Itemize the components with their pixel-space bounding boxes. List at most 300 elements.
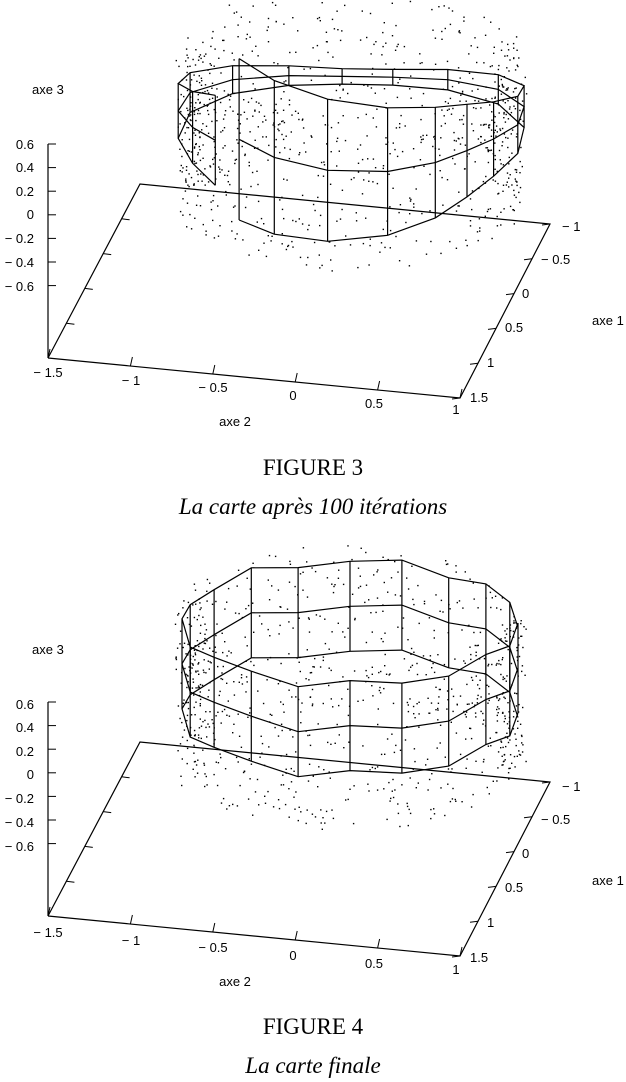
data-point (323, 161, 324, 162)
data-point (195, 702, 196, 703)
data-point (323, 656, 324, 657)
data-point (427, 698, 428, 699)
data-point (376, 109, 377, 110)
data-point (371, 87, 372, 88)
data-point (390, 798, 391, 799)
data-point (199, 113, 200, 114)
data-point (186, 226, 187, 227)
data-point (382, 557, 383, 558)
data-point (263, 243, 264, 244)
data-point (516, 36, 517, 37)
data-point (447, 563, 448, 564)
data-point (506, 114, 507, 115)
data-point (503, 676, 504, 677)
data-point (471, 677, 472, 678)
axis1-tick-mark (452, 398, 460, 399)
data-point (194, 617, 195, 618)
data-point (502, 191, 503, 192)
data-point (237, 805, 238, 806)
data-point (197, 687, 198, 688)
data-point (272, 2, 273, 3)
data-point (202, 158, 203, 159)
data-point (503, 164, 504, 165)
data-point (507, 723, 508, 724)
data-point (362, 159, 363, 160)
data-point (366, 642, 367, 643)
plane-tick-mark (66, 323, 74, 324)
data-point (465, 240, 466, 241)
data-point (463, 124, 464, 125)
data-point (460, 143, 461, 144)
data-point (197, 640, 198, 641)
data-point (331, 151, 332, 152)
data-point (239, 785, 240, 786)
axis1-tick-mark (488, 328, 496, 329)
data-point (408, 825, 409, 826)
data-point (465, 145, 466, 146)
data-point (198, 615, 199, 616)
axis1-title: axe 1 (592, 873, 624, 888)
data-point (515, 197, 516, 198)
data-point (482, 723, 483, 724)
data-point (397, 571, 398, 572)
data-point (239, 736, 240, 737)
data-point (488, 151, 489, 152)
data-point (399, 260, 400, 261)
data-point (427, 759, 428, 760)
data-point (246, 196, 247, 197)
data-point (447, 690, 448, 691)
data-point (199, 75, 200, 76)
data-point (194, 659, 195, 660)
data-point (187, 37, 188, 38)
data-point (307, 649, 308, 650)
axis2-tick: 0.5 (364, 956, 384, 971)
data-point (327, 52, 328, 53)
data-point (441, 39, 442, 40)
data-point (282, 209, 283, 210)
data-point (299, 807, 300, 808)
data-point (497, 767, 498, 768)
data-point (323, 769, 324, 770)
data-point (295, 696, 296, 697)
data-point (194, 650, 195, 651)
data-point (196, 170, 197, 171)
data-point (329, 668, 330, 669)
data-point (176, 60, 177, 61)
data-point (204, 720, 205, 721)
data-point (194, 746, 195, 747)
data-point (402, 151, 403, 152)
data-point (271, 236, 272, 237)
data-point (463, 20, 464, 21)
data-point (198, 60, 199, 61)
data-point (177, 750, 178, 751)
data-point (416, 663, 417, 664)
data-point (429, 210, 430, 211)
data-point (200, 160, 201, 161)
data-point (291, 781, 292, 782)
plane-tick-mark (85, 288, 93, 289)
data-point (182, 167, 183, 168)
data-point (200, 684, 201, 685)
data-point (496, 607, 497, 608)
data-point (386, 819, 387, 820)
data-point (418, 713, 419, 714)
data-point (237, 114, 238, 115)
data-point (242, 239, 243, 240)
axis2-tick: − 1 (121, 373, 141, 388)
data-point (410, 75, 411, 76)
data-point (418, 727, 419, 728)
data-point (426, 674, 427, 675)
data-point (520, 724, 521, 725)
data-point (497, 225, 498, 226)
figure-caption: La carte finale (245, 1053, 381, 1078)
data-point (188, 186, 189, 187)
data-point (351, 559, 352, 560)
data-point (504, 721, 505, 722)
data-point (287, 609, 288, 610)
data-point (295, 791, 296, 792)
data-point (405, 222, 406, 223)
data-point (372, 674, 373, 675)
data-point (522, 744, 523, 745)
axis3-tick: − 0.6 (4, 839, 34, 854)
data-point (358, 171, 359, 172)
data-point (309, 631, 310, 632)
data-point (521, 742, 522, 743)
data-point (211, 121, 212, 122)
data-point (475, 645, 476, 646)
data-point (422, 135, 423, 136)
data-point (221, 802, 222, 803)
axis1-title: axe 1 (592, 313, 624, 328)
data-point (487, 665, 488, 666)
data-point (203, 672, 204, 673)
data-point (283, 91, 284, 92)
data-point (430, 241, 431, 242)
data-point (268, 235, 269, 236)
data-point (498, 65, 499, 66)
data-point (245, 608, 246, 609)
data-point (500, 212, 501, 213)
data-point (440, 742, 441, 743)
data-point (356, 212, 357, 213)
data-point (249, 778, 250, 779)
data-point (197, 773, 198, 774)
data-point (213, 195, 214, 196)
axis2-tick: − 1.5 (33, 925, 63, 940)
data-point (420, 136, 421, 137)
data-point (336, 165, 337, 166)
data-point (331, 584, 332, 585)
data-point (447, 61, 448, 62)
data-point (194, 776, 195, 777)
figure-caption: La carte après 100 itérations (178, 494, 448, 519)
data-point (300, 573, 301, 574)
data-point (308, 617, 309, 618)
axis2-tick: − 0.5 (198, 940, 228, 955)
data-point (508, 49, 509, 50)
data-point (432, 663, 433, 664)
data-point (451, 114, 452, 115)
data-point (413, 652, 414, 653)
data-point (371, 685, 372, 686)
data-point (192, 604, 193, 605)
data-point (238, 613, 239, 614)
data-point (347, 689, 348, 690)
data-point (433, 808, 434, 809)
data-point (323, 660, 324, 661)
data-point (295, 751, 296, 752)
data-point (338, 578, 339, 579)
data-point (303, 547, 304, 548)
data-point (282, 120, 283, 121)
data-point (268, 41, 269, 42)
data-point (384, 633, 385, 634)
data-point (347, 93, 348, 94)
data-point (500, 159, 501, 160)
data-point (506, 681, 507, 682)
data-point (177, 648, 178, 649)
data-point (395, 50, 396, 51)
data-point (386, 103, 387, 104)
data-point (210, 46, 211, 47)
data-point (247, 34, 248, 35)
data-point (366, 114, 367, 115)
data-point (386, 674, 387, 675)
data-point (251, 98, 252, 99)
plane-tick-mark (103, 812, 111, 813)
data-point (491, 150, 492, 151)
data-point (375, 612, 376, 613)
data-point (435, 594, 436, 595)
data-point (187, 90, 188, 91)
data-point (209, 73, 210, 74)
data-point (405, 739, 406, 740)
data-point (522, 707, 523, 708)
axis2-tick-mark (130, 357, 132, 366)
data-point (427, 789, 428, 790)
data-point (516, 136, 517, 137)
data-point (485, 176, 486, 177)
data-point (246, 676, 247, 677)
data-point (483, 759, 484, 760)
data-point (337, 724, 338, 725)
data-point (372, 767, 373, 768)
data-point (500, 638, 501, 639)
data-point (491, 111, 492, 112)
data-point (178, 613, 179, 614)
data-point (381, 638, 382, 639)
data-point (377, 597, 378, 598)
data-point (505, 137, 506, 138)
data-point (498, 700, 499, 701)
data-point (200, 205, 201, 206)
data-point (204, 168, 205, 169)
data-point (200, 102, 201, 103)
data-point (488, 127, 489, 128)
data-point (502, 128, 503, 129)
data-point (487, 147, 488, 148)
data-point (363, 243, 364, 244)
data-point (199, 132, 200, 133)
data-point (309, 735, 310, 736)
data-point (514, 733, 515, 734)
data-point (448, 103, 449, 104)
data-point (485, 98, 486, 99)
data-point (302, 223, 303, 224)
data-point (275, 556, 276, 557)
data-point (394, 789, 395, 790)
data-point (373, 117, 374, 118)
data-point (344, 636, 345, 637)
axis1-tick: 0.5 (505, 880, 524, 895)
data-point (220, 757, 221, 758)
data-point (320, 215, 321, 216)
data-point (223, 666, 224, 667)
data-point (206, 640, 207, 641)
data-point (193, 665, 194, 666)
data-point (432, 146, 433, 147)
data-point (231, 230, 232, 231)
data-point (249, 21, 250, 22)
data-point (357, 267, 358, 268)
data-point (500, 664, 501, 665)
data-point (384, 665, 385, 666)
data-point (368, 599, 369, 600)
figure-number: FIGURE 4 (262, 1014, 364, 1039)
data-point (416, 240, 417, 241)
data-point (466, 758, 467, 759)
data-point (476, 652, 477, 653)
data-point (236, 757, 237, 758)
data-point (408, 588, 409, 589)
data-point (358, 163, 359, 164)
data-point (361, 548, 362, 549)
data-point (508, 649, 509, 650)
data-point (515, 97, 516, 98)
data-point (520, 754, 521, 755)
data-point (480, 711, 481, 712)
data-point (475, 716, 476, 717)
data-point (471, 123, 472, 124)
data-point (241, 747, 242, 748)
data-point (204, 773, 205, 774)
data-point (242, 54, 243, 55)
data-point (485, 147, 486, 148)
data-point (312, 814, 313, 815)
data-point (490, 607, 491, 608)
data-point (288, 653, 289, 654)
data-point (501, 94, 502, 95)
data-point (195, 761, 196, 762)
data-point (413, 203, 414, 204)
axis1-tick: 0 (522, 846, 530, 861)
data-point (457, 704, 458, 705)
axis1-tick: 0.5 (505, 320, 524, 335)
data-point (408, 711, 409, 712)
data-point (490, 22, 491, 23)
data-point (241, 677, 242, 678)
data-point (241, 674, 242, 675)
data-point (508, 70, 509, 71)
data-point (383, 788, 384, 789)
data-point (487, 703, 488, 704)
data-point (182, 198, 183, 199)
data-point (253, 5, 254, 6)
data-point (495, 159, 496, 160)
data-point (426, 254, 427, 255)
data-point (205, 53, 206, 54)
data-point (201, 80, 202, 81)
data-point (437, 747, 438, 748)
data-point (291, 131, 292, 132)
data-point (200, 625, 201, 626)
data-point (314, 658, 315, 659)
data-point (380, 671, 381, 672)
data-point (510, 754, 511, 755)
data-point (446, 564, 447, 565)
data-point (484, 139, 485, 140)
data-point (236, 11, 237, 12)
data-point (181, 156, 182, 157)
data-point (511, 763, 512, 764)
data-point (362, 193, 363, 194)
data-point (519, 110, 520, 111)
data-point (472, 78, 473, 79)
data-point (191, 667, 192, 668)
data-point (198, 94, 199, 95)
data-point (490, 208, 491, 209)
data-point (195, 652, 196, 653)
data-point (190, 119, 191, 120)
data-point (503, 208, 504, 209)
data-point (323, 115, 324, 116)
data-point (498, 663, 499, 664)
data-point (504, 715, 505, 716)
data-point (233, 724, 234, 725)
data-point (470, 225, 471, 226)
data-point (259, 615, 260, 616)
data-point (490, 738, 491, 739)
data-point (192, 663, 193, 664)
data-point (495, 135, 496, 136)
data-point (221, 169, 222, 170)
data-point (521, 620, 522, 621)
data-point (198, 662, 199, 663)
data-point (500, 130, 501, 131)
axis2-tick: − 1.5 (33, 365, 63, 380)
data-point (435, 38, 436, 39)
data-point (289, 561, 290, 562)
data-point (500, 674, 501, 675)
data-point (252, 172, 253, 173)
data-point (204, 624, 205, 625)
data-point (438, 149, 439, 150)
data-point (267, 791, 268, 792)
data-point (487, 211, 488, 212)
data-point (452, 711, 453, 712)
data-point (469, 647, 470, 648)
data-point (502, 764, 503, 765)
data-point (525, 77, 526, 78)
data-point (381, 242, 382, 243)
data-point (205, 234, 206, 235)
data-point (419, 623, 420, 624)
data-point (351, 82, 352, 83)
